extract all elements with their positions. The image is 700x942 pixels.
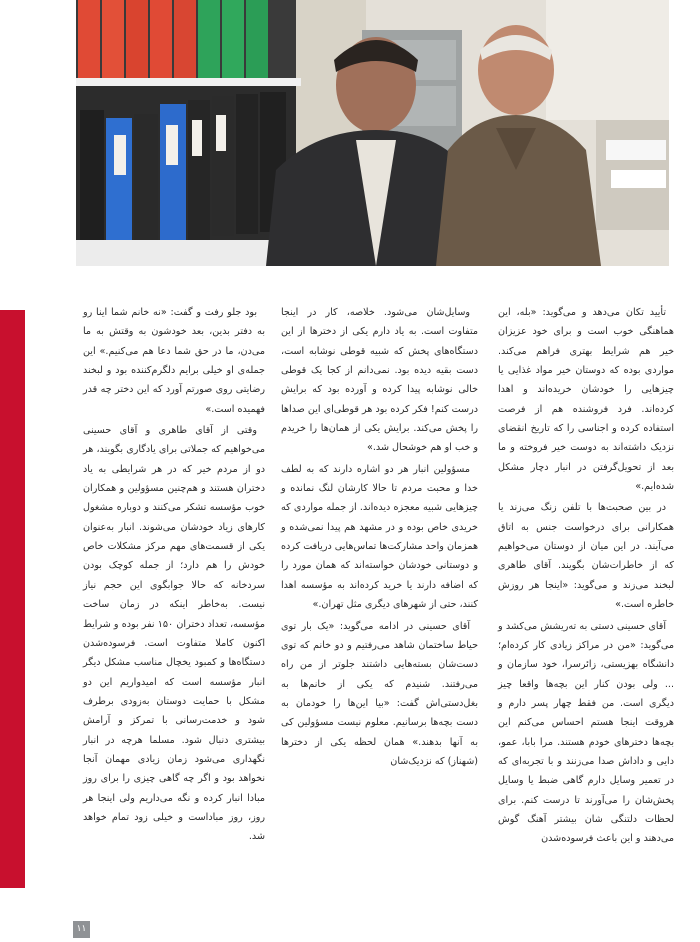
photo-illustration — [76, 0, 669, 266]
paragraph: تأیید تکان می‌دهد و می‌گوید: «بله، این هماهنگی خوب است و برای خود عزیزان خیر هم شرایط بهتری فراهم می‌کند. مواردی بوده که دوستان خیر مواد غذایی یا چیزهایی را خودشان خریده‌اند و اهدا کرده‌اند. فرد فروشنده هم از فرصت استفاده کرده و اجناسی را که تاریخ انقضای نزدیک داشته‌اند به دوست خیر فروخته و ما بعد از تحویل‌گرفتن در انبار دچار مشکل شده‌ایم.» — [498, 307, 674, 493]
text-column-left — [83, 303, 265, 849]
paragraph: آقای حسینی در ادامه می‌گوید: «یک بار توی حیاط ساختمان شاهد می‌رفتیم و دو خانم که توی دست‌شان بسته‌هایی داشتند جلوتر از من راه می‌رفتند. شنیدم که یکی از خانم‌ها به بغل‌دستی‌اش گفت: «بیا این‌ها را خودمان به دست بچه‌ها برسانیم. معلوم نیست مسؤولین کی به آنها بدهند.» همان لحظه یکی از دخترها (شهناز) که نزدیک‌شان — [281, 620, 478, 767]
paragraph: در بین صحبت‌ها با تلفن زنگ می‌زند یا همکارانی برای درخواست جنس به اتاق می‌آیند. در این میان از دوستان می‌خواهیم که از خاطرات‌شان بگویند. آقای طاهری لبخند می‌زند و می‌گوید: «اینجا هر روزش خاطره است.» — [498, 502, 674, 611]
paragraph: مسؤولین انبار هر دو اشاره دارند که به لطف خدا و محبت مردم تا حالا کارشان لنگ نمانده و چیزهایی شبیه معجزه دیده‌اند. از جمله مواردی که خریدی خاص بوده و در مشهد هم پیدا نمی‌شده و همزمان واحد مشارکت‌ها تماس‌هایی دریافت کرده و دوستانی خودشان خواسته‌اند که همان مورد را که اضافه دارند یا خرید کرده‌اند به مؤسسه اهدا کنند، حتی از شهرهای دیگری مثل تهران.» — [281, 463, 478, 611]
paragraph: وسایل‌شان می‌شود. خلاصه، کار در اینجا متفاوت است. به یاد دارم یکی از دخترها از این دستگاه‌های پخش که شبیه قوطی نوشابه است، دست بقیه دیده بود. نمی‌دانم از کجا یک قوطی خالی نوشابه پیدا کرده و آورده بود که برایش درست کنم! فکر کرده بود هر قوطی‌ای این صداها را پخش می‌کند. برایش یکی از همان‌ها را خریدم و خب او هم خوشحال شد.» — [281, 307, 478, 454]
paragraph: آقای حسینی دستی به ته‌ریشش می‌کشد و می‌گوید: «من در مراکز زیادی کار کرده‌ام؛ دانشگاه بهزیستی، زائرسرا، خود سازمان و ... ولی بودن کنار این بچه‌ها واقعا چیز دیگری است. من فقط چهار پسر دارم و هروقت اینجا هستم احساس می‌کنم این بچه‌ها دخترهای خودم هستند. مرا بابا، عمو، دایی و داداش صدا می‌زنند و با تجربه‌ای که در تعمیر وسایل دارم گاهی ضبط یا وسایل پخش‌شان را می‌آورند تا درست کنم. برای لحظات دلتنگی شان بیشتر آهنگ گوش می‌دهند و این باعث فرسوده‌شدن — [498, 620, 674, 845]
photo-two-men-in-storage-office — [76, 0, 669, 266]
decorative-red-margin-bar — [0, 310, 25, 888]
text-column-right — [498, 303, 674, 851]
paragraph: بود جلو رفت و گفت: «نه خانم شما اینا رو به دفتر بدین، بعد خودشون به وقتش به ما می‌دن، ما در حق شما دعا هم می‌کنیم.» این جمله‌ی او خیلی برایم دلگرم‌کننده بود و لبخند رضایتی روی صورتم آورد که این دختر چه قدر فهمیده است.» — [83, 307, 265, 415]
text-column-middle — [281, 303, 478, 773]
page-number: ۱۱ — [73, 921, 90, 938]
paragraph: وقتی از آقای طاهری و آقای حسینی می‌خواهیم که جملاتی برای یادگاری بگویند، هر دو از مردم خیر که در هر شرایطی به یاد دختران هستند و هم‌چنین مسؤولین و همکاران خوب مؤسسه تشکر می‌کنند و دوباره مشغول کارهای زیاد خودشان می‌شوند. انبار به‌عنوان یکی از قسمت‌های مهم مرکز مشکلات خاص خودش را هم دارد؛ از جمله کوچک بودن سردخانه که حالا جوابگوی این حجم نیاز نیست. به‌خاطر اینکه در زمان ساخت مؤسسه، تعداد دختران ۱۵۰ نفر بوده و شرایط اکنون کاملا متفاوت است. فرسوده‌شدن دستگاه‌ها و کمبود یخچال مناسب مشکل دیگر انبار مؤسسه است که امیدواریم این دو مشکل با حمایت دوستان به‌زودی برطرف شود و خدمت‌رسانی با تمرکز و آرامش بیشتری دنبال شود. مسلما هرچه در انبار نگهداری می‌شود زمان زیادی مهمان آنجا نخواهد بود و اگر چه گاهی چیزی را برای روز مبادا انبار کرده و نگه می‌داریم ولی اینجا هر روز، روز مباداست و خیلی زود تمام خواهد شد. — [83, 425, 265, 843]
